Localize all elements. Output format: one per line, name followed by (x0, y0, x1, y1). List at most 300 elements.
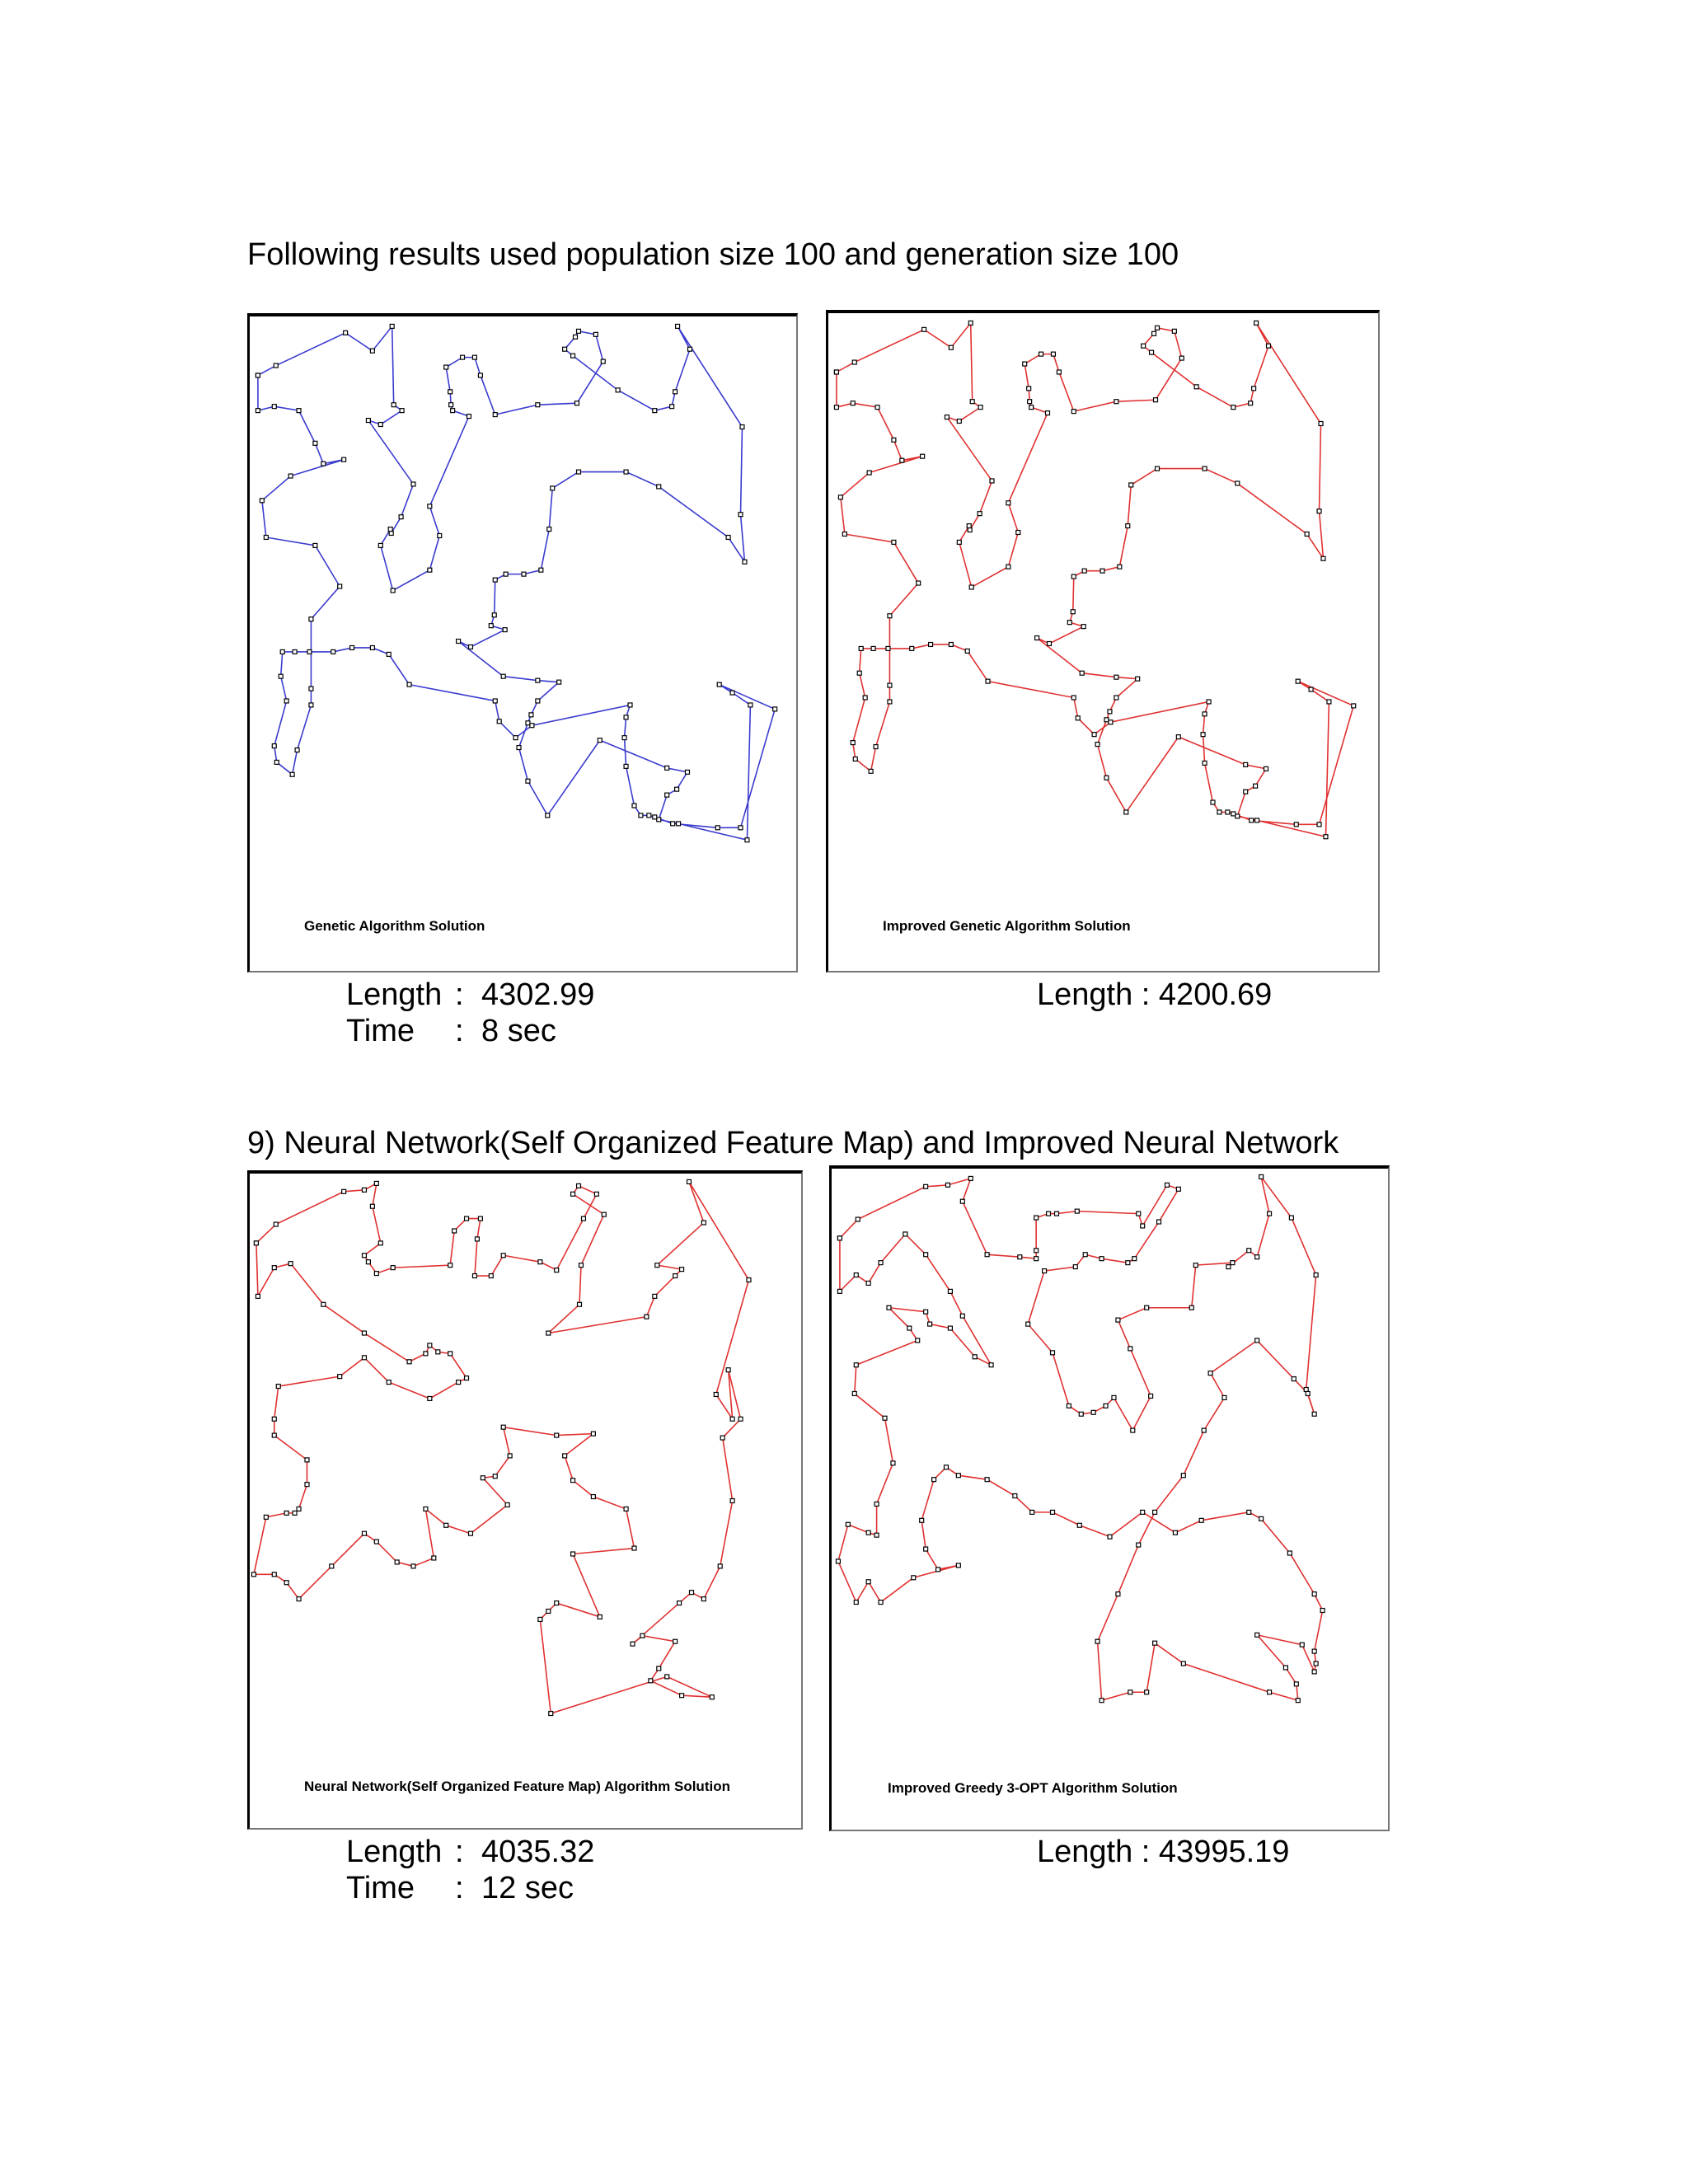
city-point (1320, 1609, 1325, 1613)
panel-title: Improved Genetic Algorithm Solution (883, 918, 1131, 934)
city-point (571, 1192, 575, 1196)
city-point (1079, 1412, 1083, 1416)
city-point (957, 540, 961, 544)
city-point (1126, 1261, 1130, 1265)
city-point (1255, 1633, 1259, 1637)
city-point (653, 815, 657, 819)
city-point (874, 745, 878, 749)
city-point (965, 649, 969, 653)
city-point (1067, 621, 1071, 625)
city-point (1254, 784, 1258, 788)
city-point (936, 1568, 940, 1572)
city-point (1296, 1699, 1300, 1703)
city-point (1153, 1641, 1157, 1645)
city-point (628, 703, 632, 707)
city-point (272, 744, 276, 748)
city-point (673, 390, 678, 394)
city-point (1259, 1174, 1264, 1179)
city-point (366, 419, 370, 423)
city-point (990, 479, 994, 483)
city-point (888, 700, 892, 704)
city-point (1114, 675, 1118, 679)
city-point (985, 1253, 989, 1257)
city-point (411, 482, 415, 486)
city-point (1193, 1263, 1198, 1268)
city-point (563, 347, 567, 351)
city-point (1051, 1510, 1055, 1514)
city-point (1201, 733, 1205, 737)
tour-plot (250, 1174, 801, 1828)
city-point (922, 327, 926, 331)
city-point (1153, 1510, 1157, 1514)
city-point (1016, 531, 1020, 535)
city-point (309, 617, 313, 621)
length-metric: Length : 4302.99 (346, 977, 595, 1012)
city-point (1268, 1212, 1272, 1216)
city-point (842, 532, 846, 537)
city-point (675, 787, 679, 791)
city-point (924, 1547, 928, 1551)
city-point (1131, 1428, 1135, 1432)
city-point (297, 409, 301, 413)
city-point (1051, 1351, 1055, 1355)
city-point (968, 1176, 973, 1180)
city-point (389, 532, 393, 536)
city-point (968, 528, 972, 532)
city-point (374, 1272, 378, 1276)
city-point (501, 1425, 505, 1429)
city-point (670, 405, 674, 409)
city-point (1108, 1535, 1112, 1539)
city-point (593, 332, 598, 336)
city-point (949, 345, 953, 349)
city-point (1259, 1516, 1264, 1521)
city-point (1048, 642, 1052, 646)
city-point (399, 515, 403, 519)
city-point (866, 1281, 870, 1285)
city-point (293, 1511, 297, 1515)
city-point (272, 1433, 276, 1437)
city-point (745, 838, 749, 842)
city-point (577, 470, 581, 474)
city-point (657, 818, 661, 822)
city-point (1051, 352, 1055, 356)
city-point (1226, 810, 1230, 814)
city-point (676, 324, 680, 328)
city-point (529, 713, 533, 717)
city-point (680, 1268, 684, 1272)
city-point (305, 1458, 309, 1462)
city-point (1267, 344, 1271, 348)
city-point (276, 1385, 280, 1389)
city-point (448, 1352, 452, 1356)
city-point (411, 1564, 415, 1568)
city-point (563, 1454, 567, 1458)
city-point (1312, 1592, 1316, 1596)
city-point (1152, 331, 1156, 335)
city-point (665, 793, 669, 797)
city-point (392, 403, 396, 407)
city-point (838, 495, 842, 499)
city-point (1128, 1347, 1132, 1351)
city-point (290, 772, 294, 776)
city-point (288, 474, 293, 478)
city-point (297, 1597, 301, 1601)
metric-key: Length (1037, 977, 1133, 1012)
city-point (866, 1530, 870, 1535)
city-point (773, 707, 777, 711)
city-point (1244, 762, 1248, 766)
city-point (1132, 1257, 1137, 1261)
city-point (929, 642, 933, 646)
city-point (1203, 761, 1207, 765)
city-point (1141, 1224, 1145, 1228)
city-point (274, 760, 279, 764)
neural-network-panel (247, 1170, 803, 1830)
city-point (1173, 1530, 1177, 1535)
city-point (883, 1416, 887, 1420)
city-point (444, 365, 448, 369)
city-point (1026, 1322, 1030, 1326)
city-point (254, 1241, 258, 1245)
city-point (1095, 1639, 1100, 1643)
city-point (738, 1417, 743, 1421)
city-point (1136, 677, 1140, 681)
city-point (536, 403, 540, 407)
city-point (956, 1563, 960, 1568)
city-point (1034, 1257, 1039, 1261)
city-point (631, 1642, 635, 1646)
city-point (489, 1274, 493, 1278)
city-point (1165, 1183, 1170, 1187)
city-point (432, 1556, 436, 1560)
city-point (1203, 712, 1207, 716)
city-point (449, 403, 453, 407)
city-point (472, 355, 476, 359)
city-point (400, 409, 404, 413)
city-point (726, 535, 730, 539)
city-point (1199, 1518, 1203, 1522)
city-point (1145, 1305, 1149, 1310)
city-point (602, 1212, 606, 1216)
city-point (1252, 387, 1256, 391)
city-point (1226, 1265, 1231, 1269)
city-point (591, 1495, 595, 1499)
city-point (887, 1305, 891, 1310)
city-point (571, 354, 575, 358)
city-point (1071, 610, 1075, 614)
city-point (1129, 483, 1133, 487)
city-point (1317, 823, 1321, 827)
section1-heading: Following results used population size 100 and generation size 100 (247, 237, 1179, 272)
city-point (917, 581, 921, 585)
city-point (1114, 400, 1118, 404)
city-point (1250, 818, 1254, 823)
city-point (856, 1217, 860, 1221)
city-point (924, 1310, 928, 1314)
city-point (1181, 1661, 1185, 1666)
city-point (1283, 1666, 1287, 1670)
city-point (555, 1433, 559, 1437)
city-point (846, 1522, 850, 1526)
city-point (272, 405, 276, 409)
city-point (1231, 405, 1236, 410)
city-point (1075, 1209, 1079, 1213)
city-point (1176, 1187, 1180, 1191)
city-point (468, 644, 472, 649)
city-point (1300, 1643, 1304, 1647)
metric-value: 4302.99 (481, 977, 595, 1012)
city-point (321, 462, 326, 466)
city-point (1104, 718, 1109, 722)
city-point (891, 1461, 895, 1465)
city-point (551, 486, 555, 490)
city-point (1137, 1212, 1141, 1216)
city-point (910, 646, 914, 650)
city-point (578, 1302, 582, 1306)
city-point (1034, 1249, 1039, 1253)
city-point (478, 1216, 482, 1221)
city-point (428, 1396, 432, 1400)
city-point (690, 1591, 694, 1595)
city-point (985, 1478, 989, 1482)
metric-key: Length (346, 1835, 443, 1869)
city-point (1247, 1249, 1251, 1253)
city-point (907, 1326, 912, 1330)
metric-key: Length (346, 977, 443, 1012)
city-point (945, 1183, 950, 1187)
city-point (309, 703, 313, 707)
city-point (539, 568, 543, 572)
city-point (1189, 1305, 1193, 1310)
city-point (854, 1363, 858, 1367)
city-point (465, 1216, 469, 1221)
city-point (452, 1229, 457, 1233)
city-point (888, 614, 892, 618)
city-point (526, 721, 530, 725)
city-point (957, 419, 961, 424)
city-point (1023, 362, 1027, 366)
section2-heading: 9) Neural Network(Self Organized Feature Map) and Improved Neural Network (247, 1126, 1339, 1160)
city-point (624, 764, 628, 768)
city-point (632, 1546, 636, 1550)
city-point (1236, 481, 1240, 485)
city-point (892, 540, 896, 544)
city-point (493, 699, 497, 703)
city-point (710, 1695, 714, 1699)
city-point (944, 1465, 948, 1469)
city-point (730, 1499, 734, 1503)
city-point (888, 683, 892, 687)
tour-path (838, 1177, 1323, 1700)
city-point (1029, 405, 1034, 410)
city-point (645, 1315, 649, 1319)
city-point (1309, 687, 1313, 691)
city-point (1211, 800, 1215, 804)
city-point (687, 1179, 692, 1183)
city-point (1083, 1253, 1087, 1257)
city-point (264, 535, 268, 539)
city-point (701, 1597, 706, 1601)
metric-value: 4035.32 (481, 1835, 595, 1869)
city-point (924, 1253, 928, 1257)
city-point (313, 543, 317, 547)
city-point (297, 1507, 301, 1511)
city-point (854, 1273, 858, 1277)
city-point (344, 330, 348, 335)
city-point (1126, 524, 1130, 528)
city-point (1181, 1474, 1185, 1478)
city-point (362, 1356, 366, 1360)
city-point (504, 572, 508, 576)
city-point (967, 524, 971, 528)
city-point (875, 405, 879, 410)
city-point (390, 324, 394, 328)
city-point (575, 401, 579, 405)
city-point (640, 1633, 645, 1638)
city-point (1287, 1551, 1292, 1555)
city-point (428, 568, 432, 572)
city-point (1222, 1395, 1226, 1399)
panel-title: Neural Network(Self Organized Feature Map) Algorithm Solution (304, 1779, 730, 1794)
city-point (1054, 1212, 1058, 1216)
tour-path (837, 323, 1353, 837)
metric-key: Time (346, 1871, 415, 1905)
city-point (1255, 1255, 1259, 1259)
city-point (457, 1380, 461, 1385)
city-point (378, 543, 382, 547)
city-point (743, 560, 747, 564)
city-point (1207, 700, 1211, 704)
city-point (1268, 1690, 1272, 1694)
city-point (461, 355, 465, 359)
city-point (1039, 352, 1043, 356)
city-point (921, 454, 925, 458)
city-point (1150, 350, 1154, 354)
city-point (1305, 532, 1309, 537)
genetic-algorithm-panel (247, 313, 798, 972)
city-point (1118, 565, 1122, 569)
city-point (1312, 1670, 1316, 1674)
city-point (1124, 810, 1128, 814)
city-point (1312, 1412, 1316, 1416)
city-point (1100, 1257, 1104, 1261)
metric-value: 43995.19 (1158, 1835, 1290, 1869)
city-point (956, 1474, 960, 1478)
city-point (517, 746, 521, 750)
city-point (1071, 696, 1076, 700)
city-point (284, 1511, 288, 1515)
city-point (601, 359, 605, 363)
city-point (256, 1294, 260, 1298)
city-point (632, 804, 636, 808)
city-point (1080, 671, 1084, 675)
city-point (738, 513, 743, 517)
city-point (428, 1343, 432, 1347)
city-point (960, 1199, 964, 1203)
city-point (701, 1221, 706, 1225)
city-point (407, 1360, 411, 1364)
city-point (624, 1507, 628, 1511)
city-point (370, 1204, 374, 1208)
city-point (538, 1260, 542, 1264)
city-point (1108, 710, 1112, 714)
city-point (1306, 1391, 1310, 1395)
improved-greedy-3opt-panel (829, 1165, 1390, 1831)
city-point (1208, 1371, 1212, 1376)
city-point (1006, 565, 1010, 569)
city-point (1082, 569, 1086, 573)
city-point (1324, 835, 1328, 839)
city-point (536, 678, 540, 682)
city-point (1100, 1699, 1104, 1703)
city-point (920, 1518, 924, 1522)
improved-genetic-algorithm-panel (826, 310, 1380, 972)
city-point (1194, 385, 1198, 389)
city-point (837, 1289, 842, 1293)
city-point (1114, 696, 1118, 700)
city-point (671, 822, 675, 826)
city-point (387, 1380, 391, 1385)
city-point (978, 512, 982, 516)
city-point (280, 649, 284, 654)
panel-title: Genetic Algorithm Solution (304, 918, 485, 934)
city-point (1076, 716, 1080, 720)
city-point (1304, 1388, 1308, 1392)
city-point (912, 1576, 916, 1580)
city-point (948, 1326, 952, 1330)
city-point (1312, 1649, 1316, 1653)
city-point (338, 584, 342, 588)
city-point (687, 347, 692, 351)
city-point (272, 1572, 276, 1577)
city-point (649, 1679, 653, 1683)
city-point (1289, 1216, 1293, 1220)
city-point (673, 1274, 678, 1278)
city-point (924, 1184, 928, 1188)
city-point (522, 572, 526, 576)
city-point (436, 1350, 440, 1354)
city-point (424, 1507, 428, 1511)
city-point (900, 458, 904, 462)
city-point (391, 1266, 395, 1270)
city-point (748, 703, 753, 707)
city-point (374, 1540, 378, 1544)
city-point (362, 1331, 366, 1335)
city-point (1294, 1682, 1298, 1686)
city-point (1128, 1690, 1132, 1694)
city-point (989, 1363, 993, 1367)
city-point (571, 1552, 575, 1556)
city-point (879, 1601, 883, 1605)
city-point (293, 649, 297, 654)
metric-value: 12 sec (481, 1871, 574, 1905)
city-point (624, 470, 628, 474)
city-point (493, 1474, 497, 1479)
city-point (1156, 466, 1160, 471)
city-point (616, 388, 620, 392)
city-point (740, 425, 744, 429)
city-point (330, 1564, 334, 1568)
time-metric: Time : 12 sec (346, 1871, 574, 1905)
city-point (720, 1436, 724, 1440)
city-point (1157, 1220, 1161, 1224)
metric-value: 8 sec (481, 1014, 556, 1048)
city-point (874, 1502, 879, 1506)
city-point (1100, 569, 1104, 573)
city-point (852, 360, 856, 364)
city-point (653, 1294, 657, 1298)
